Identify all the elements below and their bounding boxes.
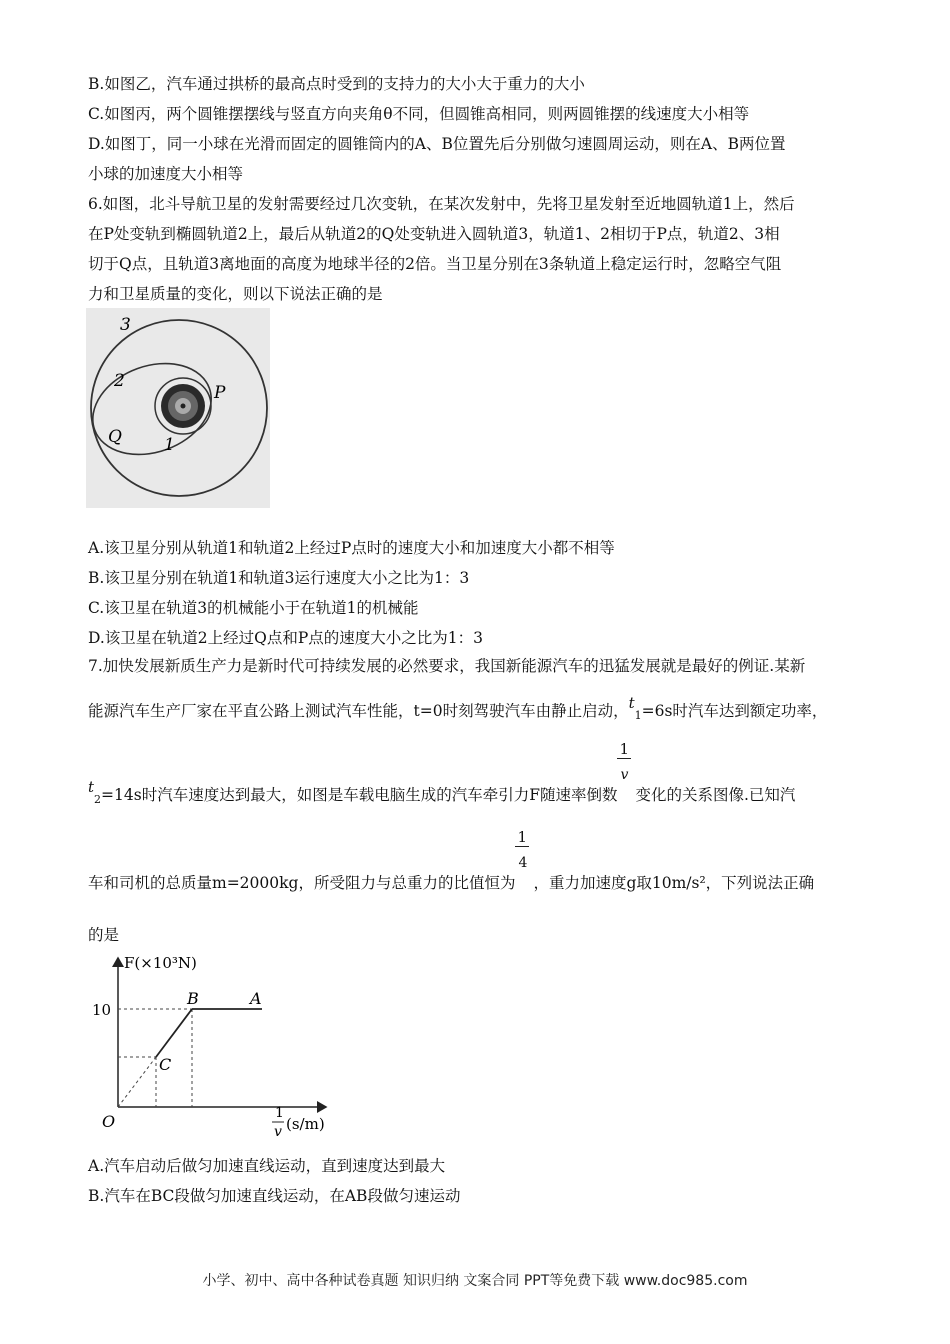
- option-6d: D.该卫星在轨道2上经过Q点和P点的速度大小之比为1：3: [88, 629, 484, 647]
- option-6b: B.该卫星分别在轨道1和轨道3运行速度大小之比为1：3: [88, 569, 470, 587]
- fraction-1-over-v: $\frac{1}{v}$: [617, 790, 635, 800]
- point-q-label: Q: [108, 427, 122, 447]
- y-tick-10: 10: [92, 1001, 112, 1019]
- question-7-line2: 能源汽车生产厂家在平直公路上测试汽车性能，t=0时刻驾驶汽车由静止启动，t1=6s时汽车达到额定功率，: [88, 694, 828, 722]
- question-6-line4: 力和卫星质量的变化，则以下说法正确的是: [88, 285, 383, 303]
- option-5d-line1: D.如图丁，同一小球在光滑而固定的圆锥筒内的A、B位置先后分别做匀速圆周运动，则在A、B两位置: [88, 135, 786, 153]
- segment-cb: [156, 1009, 192, 1057]
- option-7a: A.汽车启动后做匀加速直线运动，直到速度达到最大: [88, 1157, 446, 1175]
- y-axis-label: F(×10³N): [124, 954, 197, 972]
- question-7-line3: t2=14s时汽车速度达到最大，如图是车载电脑生成的汽车牵引力F随速率倒数 $\frac{1}{v}$ 变化的关系图像.已知汽: [88, 740, 796, 806]
- point-c-label: C: [159, 1055, 172, 1074]
- x-axis-label-den: v: [274, 1124, 282, 1140]
- force-graph: [86, 950, 346, 1150]
- option-5b: B.如图乙，汽车通过拱桥的最高点时受到的支持力的大小大于重力的大小: [88, 75, 585, 93]
- page-footer: 小学、初中、高中各种试卷真题 知识归纳 文案合同 PPT等免费下载 www.doc985.com: [202, 1273, 748, 1289]
- point-p-label: P: [214, 383, 226, 403]
- point-b-label: B: [187, 989, 199, 1008]
- question-6-line1: 6.如图，北斗导航卫星的发射需要经过几次变轨，在某次发射中，先将卫星发射至近地圆轨道1上，然后: [88, 195, 795, 213]
- question-6-line2: 在P处变轨到椭圆轨道2上，最后从轨道2的Q处变轨进入圆轨道3，轨道1、2相切于P点，轨道2、3相: [88, 225, 780, 243]
- option-6c: C.该卫星在轨道3的机械能小于在轨道1的机械能: [88, 599, 419, 617]
- option-6a: A.该卫星分别从轨道1和轨道2上经过P点时的速度大小和加速度大小都不相等: [88, 539, 615, 557]
- fraction-1-over-4: $\frac{1}{4}$: [515, 878, 533, 888]
- option-5c: C.如图丙，两个圆锥摆摆线与竖直方向夹角θ不同，但圆锥高相同，则两圆锥摆的线速度大小相等: [88, 105, 750, 123]
- question-7-line1: 7.加快发展新质生产力是新时代可持续发展的必然要求，我国新能源汽车的迅猛发展就是最好的例证.某新: [88, 657, 806, 675]
- x-axis-unit: (s/m): [286, 1115, 325, 1133]
- option-5d-line2: 小球的加速度大小相等: [88, 165, 244, 183]
- origin-label: O: [102, 1112, 116, 1131]
- orbit-2-label: 2: [114, 371, 125, 391]
- orbit-1-label: 1: [164, 435, 175, 455]
- orbit-figure: [86, 308, 270, 508]
- origin-to-c-guide: [118, 1057, 156, 1107]
- x-axis-label-num: 1: [275, 1105, 284, 1121]
- question-7-line4: 车和司机的总质量m=2000kg，所受阻力与总重力的比值恒为 $\frac{1}{4}$ ，重力加速度g取10m/s²，下列说法正确: [88, 828, 815, 892]
- question-7-line5: 的是: [88, 926, 120, 944]
- option-7b: B.汽车在BC段做匀加速直线运动，在AB段做匀速运动: [88, 1187, 461, 1205]
- point-a-label: A: [250, 989, 262, 1008]
- orbit-3-label: 3: [120, 315, 131, 335]
- question-6-line3: 切于Q点，且轨道3离地面的高度为地球半径的2倍。当卫星分别在3条轨道上稳定运行时，忽略空气阻: [88, 255, 782, 273]
